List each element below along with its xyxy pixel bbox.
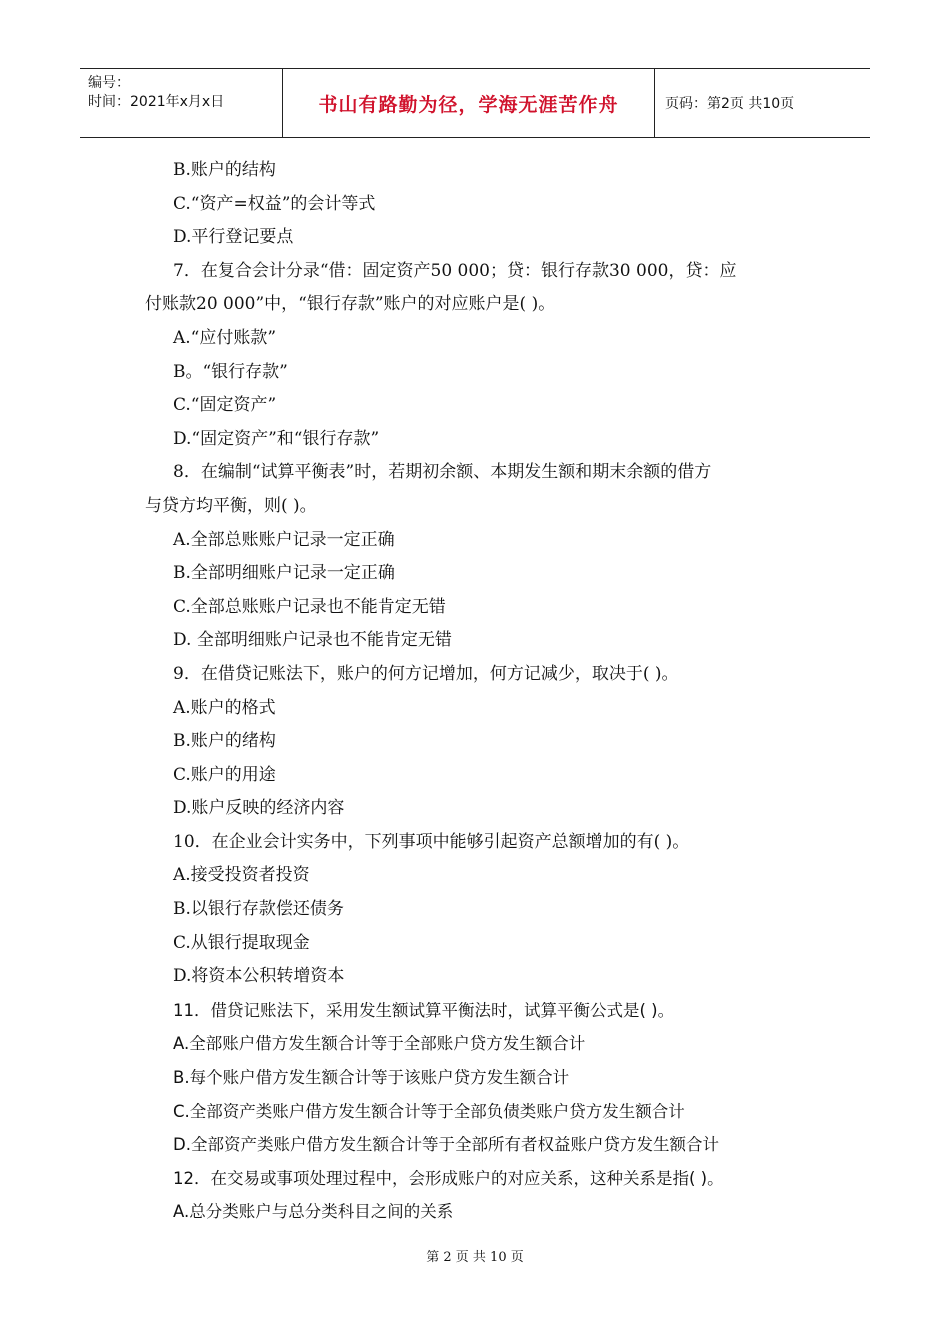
header-page-number: 页码：第2页 共10页 bbox=[665, 96, 795, 112]
answer-option: B.以银行存款偿还债务 bbox=[173, 899, 344, 920]
answer-option: D.平行登记要点 bbox=[173, 227, 294, 248]
answer-option: A.总分类账户与总分类科目之间的关系 bbox=[173, 1202, 454, 1222]
answer-option: D.账户反映的经济内容 bbox=[173, 798, 345, 819]
header-meta bbox=[80, 69, 283, 137]
answer-option: B.每个账户借方发生额合计等于该账户贷方发生额合计 bbox=[173, 1068, 570, 1088]
question-text: 8．在编制“试算平衡表”时，若期初余额、本期发生额和期末余额的借方 bbox=[173, 462, 712, 483]
answer-option: C.全部资产类账户借方发生额合计等于全部负债类账户贷方发生额合计 bbox=[173, 1101, 685, 1121]
question-text: 11．借贷记账法下，采用发生额试算平衡法时，试算平衡公式是( )。 bbox=[173, 1000, 675, 1020]
page-header bbox=[80, 68, 870, 138]
answer-option: C.全部总账账户记录也不能肯定无错 bbox=[173, 596, 446, 617]
answer-option: A.账户的格式 bbox=[173, 697, 276, 718]
document-body bbox=[145, 154, 810, 1229]
answer-option: B.全部明细账户记录一定正确 bbox=[173, 563, 395, 584]
answer-option: A.“应付账款” bbox=[173, 327, 277, 348]
page-footer: 第 2 页 共 10 页 bbox=[426, 1250, 524, 1265]
answer-option: B。“银行存款” bbox=[173, 361, 288, 382]
answer-option: D.全部资产类账户借方发生额合计等于全部所有者权益账户贷方发生额合计 bbox=[173, 1135, 719, 1155]
answer-option: B.账户的绪构 bbox=[173, 731, 276, 752]
answer-option: B.账户的结构 bbox=[173, 160, 276, 180]
answer-option: C.“固定资产” bbox=[173, 395, 277, 416]
question-text: 7．在复合会计分录“借：固定资产50 000；贷：银行存款30 000，贷：应 bbox=[173, 260, 737, 281]
header-date: 时间：2021年x月x日 bbox=[88, 94, 225, 110]
answer-option: D.将资本公积转增资本 bbox=[173, 966, 345, 987]
answer-option: A.全部账户借方发生额合计等于全部账户贷方发生额合计 bbox=[173, 1034, 586, 1054]
answer-option: A.接受投资者投资 bbox=[173, 865, 310, 886]
question-text: 10．在企业会计实务中，下列事项中能够引起资产总额增加的有( )。 bbox=[173, 831, 690, 852]
answer-option: C.账户的用途 bbox=[173, 764, 276, 785]
answer-option: C.“资产=权益”的会计等式 bbox=[173, 193, 376, 214]
question-text: 12．在交易或事项处理过程中，会形成账户的对应关系，这种关系是指( )。 bbox=[173, 1168, 724, 1188]
answer-option: A.全部总账账户记录一定正确 bbox=[173, 529, 395, 550]
question-text: 与贷方均平衡，则( )。 bbox=[145, 495, 317, 516]
answer-option: D. 全部明细账户记录也不能肯定无错 bbox=[173, 630, 452, 651]
question-text: 9．在借贷记账法下，账户的何方记增加，何方记减少，取决于( )。 bbox=[173, 663, 679, 684]
answer-option: D.“固定资产”和“银行存款” bbox=[173, 428, 380, 449]
answer-option: C.从银行提取现金 bbox=[173, 932, 310, 953]
question-text: 付账款20 000”中，“银行存款”账户的对应账户是( )。 bbox=[145, 294, 556, 315]
header-number: 编号： bbox=[88, 75, 130, 91]
header-motto: 书山有路勤为径，学海无涯苦作舟 bbox=[283, 69, 655, 137]
